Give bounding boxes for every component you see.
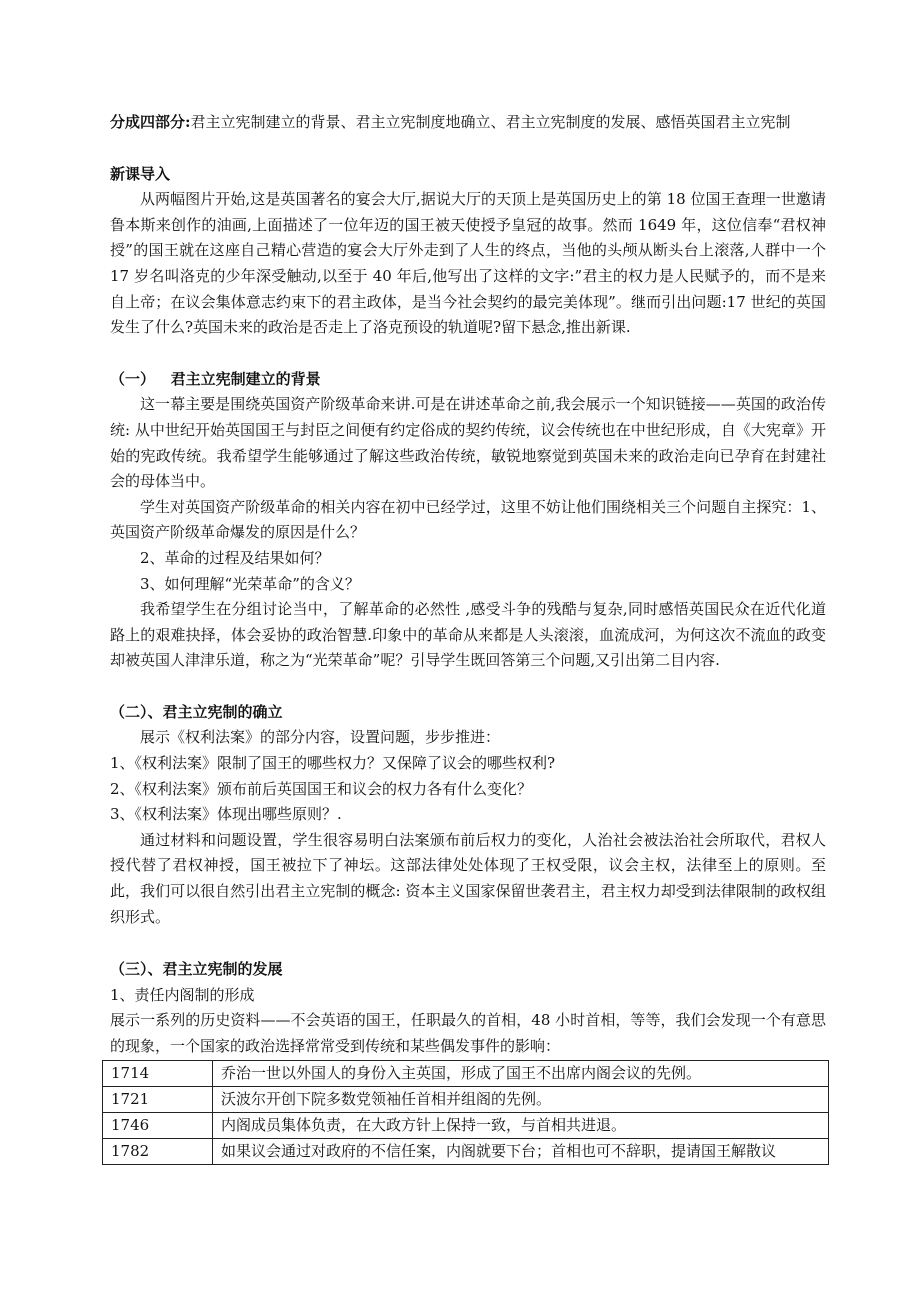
table-cell-event: 如果议会通过对政府的不信任案，内阁就要下台；首相也可不辞职，提请国王解散议 [213,1138,829,1164]
spacer [110,674,826,700]
table-cell-year: 1782 [103,1138,213,1164]
new-lesson-body: 从两幅图片开始,这是英国著名的宴会大厅,据说大厅的天顶上是英国历史上的第 18 位国王查理一世邀请鲁本斯来创作的油画,上面描述了一位年迈的国王被天使授予皇冠的故事。然而 1649 年，这位信奉“君权神授”的国王就在这座自己精心营造的宴会大厅外走到了人生的终点，当他的头颅从断头台上滚落,人群中一个 17 岁名叫洛克的少年深受触动,以至于 40 年后,他写出了这样的文字:”君主的权力是人民赋予的，而不是来自上帝；在议会集体意志约束下的君主政体，是当今社会契约的最完美体现”。继而引出问题:17 世纪的英国发生了什么?英国未来的政治是否走上了洛克预设的轨道呢?留下悬念,推出新课. [110,190,826,337]
spacer [110,341,826,367]
intro-paragraph [110,110,826,136]
table-cell-year: 1746 [103,1112,213,1138]
section3-subheading: 1、责任内阁制的形成 [110,985,255,1004]
document-page [110,110,826,1165]
section3-heading: （三）、君主立宪制的发展 [110,960,283,979]
table-cell-year: 1714 [103,1060,213,1086]
section1-question-2: 2、革命的过程及结果如何？ [140,548,330,567]
intro-text: 君主立宪制建立的背景、君主立宪制度地确立、君主立宪制度的发展、感悟英国君主立宪制 [190,113,791,131]
section2-paragraph-2: 通过材料和问题设置，学生很容易明白法案颁布前后权力的变化，人治社会被法治社会所取代，君权人授代替了君权神授，国王被拉下了神坛。这部法律处处体现了王权受限，议会主权，法律至上的原则。至此，我们可以很自然引出君主立宪制的概念: 资本主义国家保留世袭君主，君主权力却受到法律限制的政权组织形式。 [110,830,826,926]
table-cell-event: 沃波尔开创下院多数党领袖任首相并组阁的先例。 [213,1086,829,1112]
table-cell-event: 乔治一世以外国人的身份入主英国，形成了国王不出席内阁会议的先例。 [213,1060,829,1086]
spacer [110,930,826,957]
section1-question-3: 3、如何理解“光荣革命”的含义？ [140,574,360,593]
table-row [103,1086,829,1112]
section3-paragraph-1: 展示一系列的历史资料——不会英语的国王，任职最久的首相，48 小时首相，等等，我们会发现一个有意思的现象，一个国家的政治选择常常受到传统和某些偶发事件的影响： [110,1011,826,1055]
table-row [103,1060,829,1086]
section1-paragraph-3: 我希望学生在分组讨论当中，了解革命的必然性 ,感受斗争的残酷与复杂,同时感悟英国民众在近代化道路上的艰难抉择，体会妥协的政治智慧.印象中的革命从来都是人头滚滚，血流成河，为何这次不流血的政变却被英国人津津乐道，称之为“光荣革命”呢？引导学生既回答第三个问题,又引出第二目内容. [110,600,826,670]
section2-question-3: 3、《权利法案》体现出哪些原则？. [110,805,342,824]
section2-heading: （二）、君主立宪制的确立 [110,702,283,721]
new-lesson-heading: 新课导入 [110,164,171,183]
section1-heading: （一） 君主立宪制建立的背景 [110,369,321,388]
table-row [103,1112,829,1138]
section2-question-2: 2、《权利法案》颁布前后英国国王和议会的权力各有什么变化？ [110,779,533,798]
section2-paragraph-1: 展示《权利法案》的部分内容，设置问题，步步推进： [140,728,501,747]
history-table [102,1060,829,1165]
table-row [103,1138,829,1164]
section1-paragraph-1: 这一幕主要是围绕英国资产阶级革命来讲.可是在讲述革命之前,我会展示一个知识链接——英国的政治传统: 从中世纪开始英国国王与封臣之间便有约定俗成的契约传统，议会传统也在中世纪形成，自《大宪章》开始的宪政传统。我希望学生能够通过了解这些政治传统，敏锐地察觉到英国未来的政治走向已孕育在封建社会的母体当中。 [110,395,826,491]
spacer [110,136,826,162]
table-cell-year: 1721 [103,1086,213,1112]
section2-question-1: 1、《权利法案》限制了国王的哪些权力？又保障了议会的哪些权利? [110,754,556,773]
table-cell-event: 内阁成员集体负责，在大政方针上保持一致，与首相共进退。 [213,1112,829,1138]
intro-label: 分成四部分: [110,113,191,131]
section1-paragraph-2: 学生对英国资产阶级革命的相关内容在初中已经学过，这里不妨让他们围绕相关三个问题自主探究：1、英国资产阶级革命爆发的原因是什么？ [110,497,826,542]
